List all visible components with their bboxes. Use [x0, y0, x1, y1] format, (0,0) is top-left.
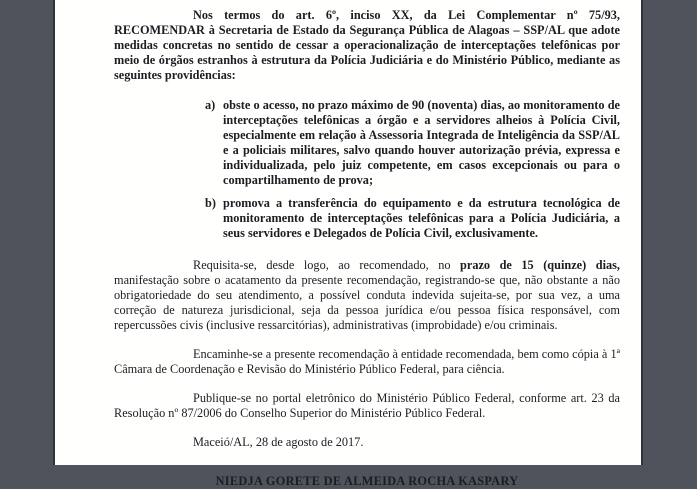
list-item-b — [114, 196, 620, 241]
paragraph-publish: Publique-se no portal eletrônico do Ministério Público Federal, conforme art. 23 da Resolução nº 87/2006 do Conselho Superior do Ministério Público Federal. — [114, 391, 620, 420]
list-item-a-marker: a) — [205, 98, 216, 112]
dateline: Maceió/AL, 28 de agosto de 2017. — [193, 435, 364, 449]
document-body — [55, 0, 641, 489]
paragraph-request — [114, 258, 620, 333]
paragraph-request-rest: manifestação sobre o acatamento da presente recomendação, registrando-se que, não obstante a não obrigatoriedade do seu atendimento, a possível conduta indevida sujeita-se, por sua vez, a uma correção de natureza jurisdicional, seja da pessoa jurídica e/ou pessoa física responsável, com repercussões civis (inclusive ressarcitórias), administrativas (improbidade) e/ou criminais. — [114, 273, 620, 332]
document-page — [53, 0, 643, 488]
signature-name: NIEDJA GORETE DE ALMEIDA ROCHA KASPARY — [215, 474, 519, 488]
list-item-a-text: obste o acesso, no prazo máximo de 90 (noventa) dias, ao monitoramento de interceptações telefônicas a órgão e a servidores alheios à Polícia Civil, especialmente em relação à Assessoria Integrada de Inteligência da SSP/AL e a policiais militares, salvo quando houver autorização prévia, expressa e individualizada, pelo juiz competente, em casos excepcionais ou para o compartilhamento de prova; — [223, 98, 620, 187]
paragraph-request-lead: Requisita-se, desde logo, ao recomendado, no — [193, 258, 461, 272]
paragraph-forward: Encaminhe-se a presente recomendação à entidade recomendada, bem como cópia à 1ª Câmara de Coordenação e Revisão do Ministério Público Federal, para ciência. — [114, 347, 620, 376]
list-item-b-text: promova a transferência do equipamento e da estrutura tecnológica de monitoramento de interceptações telefônicas para a Polícia Judiciária, a seus servidores e Delegados de Polícia Civil, exclusivamente. — [223, 196, 620, 240]
list-item-b-marker: b) — [205, 196, 216, 210]
list-item-a — [114, 98, 620, 188]
paragraph-request-deadline: prazo de 15 (quinze) dias, — [460, 258, 620, 272]
paragraph-recommendation: Nos termos do art. 6º, inciso XX, da Lei Complementar nº 75/93, RECOMENDAR à Secretaria de Estado da Segurança Pública de Alagoas – SSP/AL que adote medidas concretas no sentido de cessar a operacionalização de interceptações telefônicas por meio de órgãos estranhos à estrutura da Polícia Judiciária e do Ministério Público, mediante as seguintes providências: — [114, 8, 620, 82]
